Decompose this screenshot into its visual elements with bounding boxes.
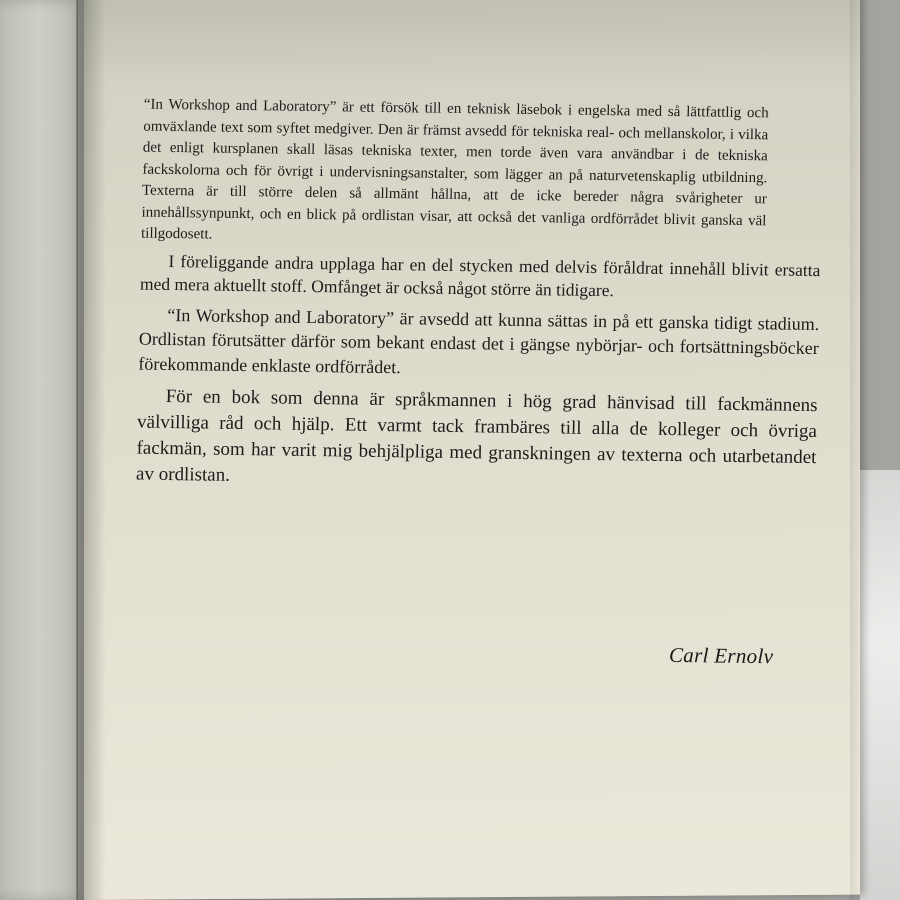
preface-text xyxy=(136,95,824,497)
book-page xyxy=(84,0,860,900)
book-gutter xyxy=(76,0,106,900)
white-cloth xyxy=(860,470,900,900)
paragraph-1: “In Workshop and Laboratory” är ett försök till en teknisk läsebok i engelska med så lättfattlig och omväxlande text som syftet medgiver. Den är främst avsedd för tekniska real- och mellanskolor, i vilka det enligt kursplanen skall läsas tekniska texter, men torde även vara användbar i de tekniska fackskolorna och för övrigt i undervisningsanstalter, som lägger an på naturvetenskaplig utbildning. Texterna är till större delen så allmänt hållna, att de icke bereder några svårigheter ur innehållssynpunkt, och en blick på ordlistan visar, att också det vanliga ordförrådet blivit ganska väl tillgodosett. xyxy=(140,96,769,243)
paragraph-2: I föreliggande andra upplaga har en del stycken med delvis föråldrat innehåll blivit ersatta med mera aktuellt stoff. Omfånget är också något större än tidigare. xyxy=(139,250,821,301)
page-edge-shadow xyxy=(850,0,860,900)
author-signature: Carl Ernolv xyxy=(668,642,774,669)
left-page xyxy=(0,0,86,900)
paragraph-4: För en bok som denna är språkmannen i hög grad hänvisad till fackmännens välvilliga råd och hjälp. Ett varmt tack frambäres till alla de kolleger och övriga fackmän, som har varit mig behjälpliga med granskningen av texterna och utarbetandet av ordlistan. xyxy=(135,385,818,486)
paragraph-3: “In Workshop and Laboratory” är avsedd att kunna sättas in på ett ganska tidigt stadium. Ordlistan förutsätter därför som bekant endast det i gängse nybörjar- och fortsättningsböcker förekommande enklaste ordförrådet. xyxy=(138,304,820,377)
